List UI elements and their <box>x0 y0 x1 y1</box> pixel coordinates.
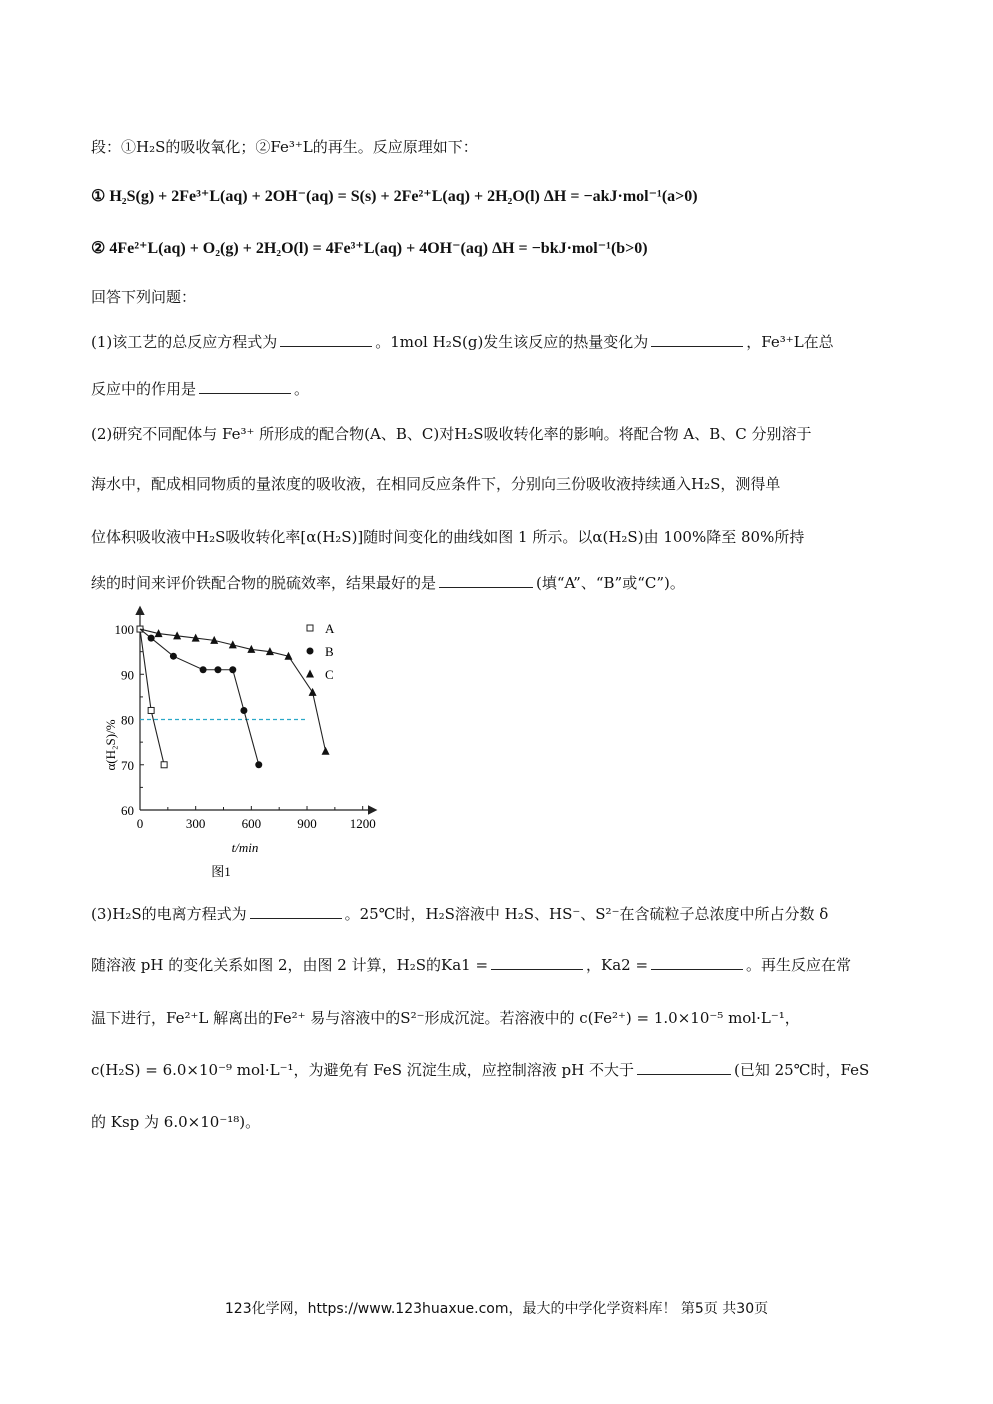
q1-text-1: (1)该工艺的总反应方程式为 <box>91 333 278 351</box>
data-point-A <box>161 762 167 768</box>
figure-1-chart <box>95 600 395 890</box>
legend-marker-C <box>306 670 314 678</box>
question-3-line-3: 温下进行，Fe²⁺L 解离出的Fe²⁺ 易与溶液中的S²⁻形成沉淀。若溶液中的 c(Fe²⁺) = 1.0×10⁻⁵ mol·L⁻¹， <box>91 1009 800 1027</box>
series-line-A <box>140 629 164 765</box>
answer-blank <box>199 379 291 394</box>
question-2-line-3: 位体积吸收液中H₂S吸收转化率[α(H₂S)]随时间变化的曲线如图 1 所示。以α(H₂S)由 100%降至 80%所持 <box>91 528 805 546</box>
data-point-B <box>214 666 221 673</box>
answer-blank <box>250 904 342 919</box>
x-tick-label: 0 <box>136 816 144 831</box>
question-2-line-2: 海水中，配成相同物质的量浓度的吸收液，在相同反应条件下，分别向三份吸收液持续通入H₂S，测得单 <box>91 475 781 493</box>
page-footer: 123化学网，https://www.123huaxue.com，最大的中学化学资料库！ 第5页 共30页 <box>224 1301 769 1317</box>
answer-blank <box>439 573 533 588</box>
legend-label-C: C <box>325 667 334 682</box>
x-axis-label: t/min <box>231 840 259 855</box>
q1-text-4: 反应中的作用是 <box>91 380 197 398</box>
data-point-B <box>200 666 207 673</box>
series-line-B <box>140 629 259 765</box>
data-point-B <box>148 635 155 642</box>
q3-text-4: ，Ka2 = <box>586 956 649 974</box>
equation-2: ② 4Fe²⁺L(aq) + O₂(g) + 2H₂O(l) = 4Fe³⁺L(aq) + 4OH⁻(aq) ΔH = −bkJ·mol⁻¹(b>0) <box>91 240 648 257</box>
q2-text-1: 续的时间来评价铁配合物的脱硫效率，结果最好的是 <box>91 574 437 592</box>
legend-label-A: A <box>325 621 335 636</box>
q2-text-2: (填“A”、“B”或“C”)。 <box>536 574 685 592</box>
question-3-line-1 <box>91 903 828 925</box>
legend-label-B: B <box>325 644 334 659</box>
legend-marker-A <box>307 625 313 631</box>
figure-caption: 图1 <box>211 864 231 879</box>
question-2-line-1: (2)研究不同配体与 Fe³⁺ 所形成的配合物(A、B、C)对H₂S吸收转化率的影响。将配合物 A、B、C 分别溶于 <box>91 425 812 443</box>
question-2-line-4 <box>91 572 685 594</box>
answer-blank <box>651 955 743 970</box>
answer-prompt: 回答下列问题： <box>91 288 197 306</box>
answer-blank <box>280 332 372 347</box>
y-tick-label: 90 <box>121 667 134 683</box>
q3-text-2: 。25℃时，H₂S溶液中 H₂S、HS⁻、S²⁻在含硫粒子总浓度中所占分数 δ <box>344 905 829 923</box>
x-tick-label: 600 <box>241 816 262 831</box>
answer-blank <box>637 1060 731 1075</box>
x-tick-label: 900 <box>297 816 317 831</box>
q3-text-5: 。再生反应在常 <box>746 956 852 974</box>
q3-text-1: (3)H₂S的电离方程式为 <box>91 905 247 923</box>
q1-text-5: 。 <box>294 380 310 398</box>
x-tick-label: 300 <box>185 816 206 831</box>
y-axis-label: α(H₂S)/% <box>103 719 118 771</box>
legend-marker-B <box>307 648 314 655</box>
data-point-B <box>229 666 236 673</box>
question-3-line-5: 的 Ksp 为 6.0×10⁻¹⁸)。 <box>91 1113 261 1131</box>
question-1-line-2 <box>91 378 309 400</box>
answer-blank <box>651 332 743 347</box>
answer-blank <box>491 955 583 970</box>
question-3-line-4 <box>91 1059 869 1081</box>
question-3-line-2 <box>91 954 851 976</box>
data-point-A <box>148 707 154 713</box>
q3-text-3: 随溶液 pH 的变化关系如图 2，由图 2 计算，H₂S的Ka1 = <box>91 956 489 974</box>
data-point-B <box>170 653 177 660</box>
q3-text-7: (已知 25℃时，FeS <box>734 1061 870 1079</box>
y-tick-label: 70 <box>121 757 134 773</box>
y-tick-label: 60 <box>121 803 134 818</box>
y-tick-label: 80 <box>121 712 134 728</box>
x-tick-label: 1200 <box>349 816 376 831</box>
question-1-line-1 <box>91 331 834 353</box>
data-point-C <box>322 747 330 755</box>
q3-text-6: c(H₂S) = 6.0×10⁻⁹ mol·L⁻¹，为避免有 FeS 沉淀生成，应控制溶液 pH 不大于 <box>91 1061 634 1079</box>
equation-1: ① H₂S(g) + 2Fe³⁺L(aq) + 2OH⁻(aq) = S(s) + 2Fe²⁺L(aq) + 2H₂O(l) ΔH = −akJ·mol⁻¹(a>0) <box>91 188 698 205</box>
intro-line: 段：①H₂S的吸收氧化；②Fe³⁺L的再生。反应原理如下： <box>91 138 478 156</box>
y-tick-label: 100 <box>114 622 134 638</box>
q1-text-2: 。1mol H₂S(g)发生该反应的热量变化为 <box>375 333 649 351</box>
data-point-B <box>240 707 247 714</box>
data-point-B <box>255 761 262 768</box>
q1-text-3: ，Fe³⁺L在总 <box>746 333 834 351</box>
